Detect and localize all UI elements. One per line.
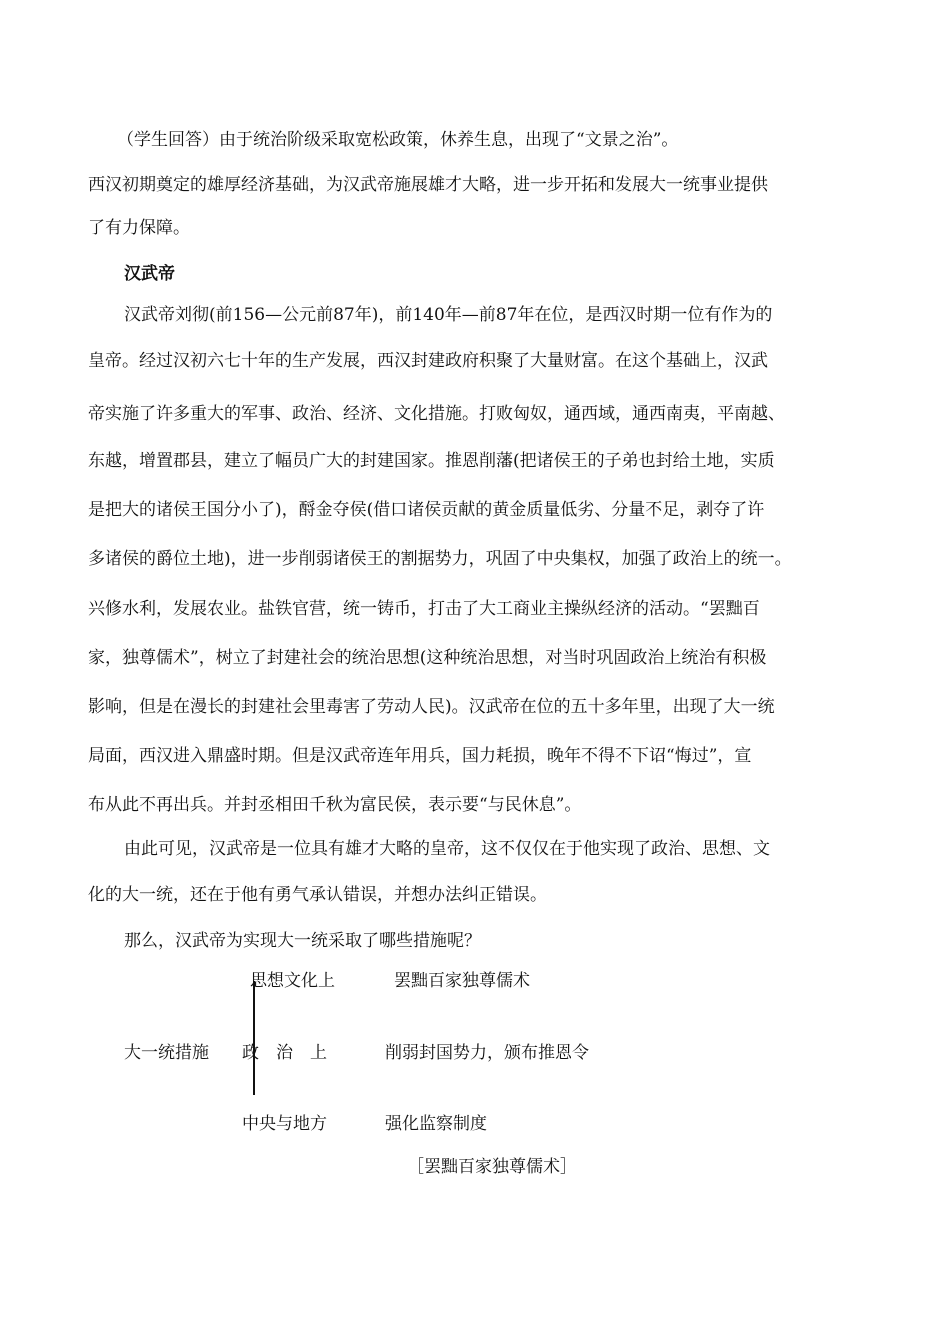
wudi-line-1: 汉武帝刘彻(前156—公元前87年)，前140年—前87年在位，是西汉时期一位有作为的 xyxy=(124,305,773,325)
diagram-category-politics: 政 治 上 xyxy=(242,1043,327,1063)
wudi-line-3: 帝实施了许多重大的军事、政治、经济、文化措施。打败匈奴，通西域，通西南夷，平南越、 xyxy=(88,404,785,424)
diagram-bracket-line xyxy=(253,981,255,1095)
wudi-line-5: 是把大的诸侯王国分小了)，酹金夺侯(借口诸侯贡献的黄金质量低劣、分量不足，剥夺了许 xyxy=(88,500,765,520)
wudi-line-8: 家，独尊儒术”，树立了封建社会的统治思想(这种统治思想，对当时巩固政治上统治有积极 xyxy=(88,648,767,668)
wudi-line-2: 皇帝。经过汉初六七十年的生产发展，西汉封建政府积聚了大量财富。在这个基础上，汉武 xyxy=(88,351,768,371)
diagram-category-central-local: 中央与地方 xyxy=(242,1114,327,1134)
wudi-line-9: 影响，但是在漫长的封建社会里毒害了劳动人民)。汉武帝在位的五十多年里，出现了大一统 xyxy=(88,697,775,717)
intro-line-1: （学生回答）由于统治阶级采取宽松政策，休养生息，出现了“文景之治”。 xyxy=(117,130,679,150)
diagram-category-ideology: 思想文化上 xyxy=(250,971,335,991)
intro-line-2: 西汉初期奠定的雄厚经济基础，为汉武帝施展雄才大略，进一步开拓和发展大一统事业提供 xyxy=(88,175,768,195)
section-heading: 汉武帝 xyxy=(124,264,175,284)
wudi-line-7: 兴修水利，发展农业。盐铁官营，统一铸币，打击了大工商业主操纵经济的活动。“罢黜百 xyxy=(88,599,760,619)
conclusion-line-2: 化的大一统，还在于他有勇气承认错误，并想办法纠正错误。 xyxy=(88,885,547,905)
diagram-measure-central-local: 强化监察制度 xyxy=(385,1114,487,1134)
conclusion-line-1: 由此可见，汉武帝是一位具有雄才大略的皇帝，这不仅仅在于他实现了政治、思想、文 xyxy=(124,839,770,859)
wudi-line-4: 东越，增置郡县，建立了幅员广大的封建国家。推恩削藩(把诸侯王的子弟也封给土地，实质 xyxy=(88,451,775,471)
wudi-line-6: 多诸侯的爵位土地)，进一步削弱诸侯王的割据势力，巩固了中央集权，加强了政治上的统一。 xyxy=(88,549,792,569)
wudi-line-11: 布从此不再出兵。并封丞相田千秋为富民侯，表示要“与民休息”。 xyxy=(88,795,582,815)
wudi-line-10: 局面，西汉进入鼎盛时期。但是汉武帝连年用兵，国力耗损，晚年不得不下诏“悔过”，宣 xyxy=(88,746,752,766)
intro-line-3: 了有力保障。 xyxy=(88,218,190,238)
question-text: 那么，汉武帝为实现大一统采取了哪些措施呢？ xyxy=(124,931,481,951)
caption-text: ［罢黜百家独尊儒术］ xyxy=(407,1157,577,1177)
diagram-root-label: 大一统措施 xyxy=(124,1043,209,1063)
diagram-measure-ideology: 罢黜百家独尊儒术 xyxy=(394,971,530,991)
diagram-measure-politics: 削弱封国势力，颁布推恩令 xyxy=(385,1043,589,1063)
